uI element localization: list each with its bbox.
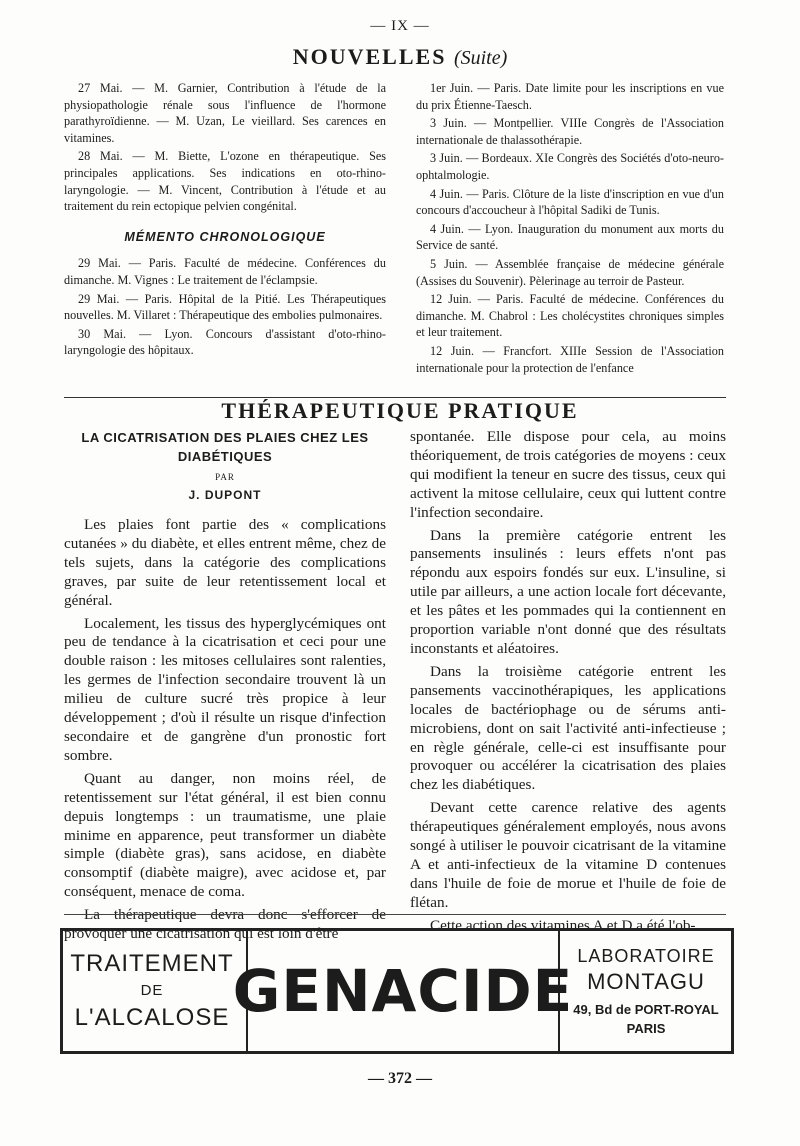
news-item: 4 Juin. — Paris. Clôture de la liste d'inscription en vue d'un concours d'accoucheur à l'hôpital Sadiki de Tunis. xyxy=(416,186,724,218)
news-title-text: NOUVELLES xyxy=(292,44,447,69)
news-item: 1er Juin. — Paris. Date limite pour les inscriptions en vue du prix Étienne-Taesch. xyxy=(416,81,724,112)
news-item: 12 Juin. — Francfort. XIIIe Session de l'Association internationale pour la protection de l'enfance xyxy=(416,343,724,375)
ad-lab-address: 49, Bd de PORT-ROYAL xyxy=(573,1002,719,1017)
page-number: — 372 — xyxy=(368,1070,432,1087)
ad-lab-city: PARIS xyxy=(626,1021,666,1036)
memento-item: 29 Mai. — Paris. Faculté de médecine. Conférences du dimanche. M. Vignes : Le traitement de l'éclampsie. xyxy=(64,256,386,287)
page-folio: — IX — xyxy=(370,18,430,34)
therapeutique-section-title: THÉRAPEUTIQUE PRATIQUE xyxy=(221,398,579,423)
article-paragraph: La thérapeutique devra donc s'efforcer de provoquer une cicatrisation qui est loin d'être xyxy=(64,906,386,943)
article-left-column xyxy=(64,516,386,948)
article-right-column xyxy=(410,428,726,940)
article-author: J. DUPONT xyxy=(188,488,262,502)
article-paragraph: spontanée. Elle dispose pour cela, au moins théoriquement, de trois catégories de moyens : ceux qui modifient la teneur en sucre des tissus, ceux qui activent la mitose cellulaire, ceux qui luttent contre l'infection secondaire. xyxy=(410,428,726,521)
ad-laboratory xyxy=(560,930,732,1052)
ad-left-line3: L'ALCALOSE xyxy=(74,1004,230,1031)
footer-divider xyxy=(64,914,726,915)
news-item: 3 Juin. — Montpellier. VIIIe Congrès de l'Association internationale de thalassothérapie. xyxy=(416,116,724,147)
ad-left-line2: DE xyxy=(140,982,164,999)
news-item: 4 Juin. — Lyon. Inauguration du monument aux morts du Service de santé. xyxy=(416,221,724,253)
news-item: 5 Juin. — Assemblée française de médecine générale (Assises du Souvenir). Pèlerinage au terroir de Pasteur. xyxy=(416,256,724,288)
ad-lab-line1: LABORATOIRE xyxy=(577,946,715,966)
news-left-column xyxy=(64,80,386,361)
ad-lab-line2: MONTAGU xyxy=(587,969,705,994)
news-title-suite: (Suite) xyxy=(453,47,508,69)
news-item: 27 Mai. — M. Garnier, Contribution à l'étude de la physiopathologie rénale sous l'influence de l'hormone parathyroïdienne. — M. Uzan, Le vieillard. Ses carences en vitamines. xyxy=(64,81,386,145)
ad-brand-name: GENACIDE xyxy=(246,930,560,1052)
memento-item: 29 Mai. — Paris. Hôpital de la Pitié. Les Thérapeutiques nouvelles. M. Villaret : Thérapeutique des embolies pulmonaires. xyxy=(64,291,386,323)
ad-left-line1: TRAITEMENT xyxy=(70,950,234,977)
memento-item: 30 Mai. — Lyon. Concours d'assistant d'oto-rhino-laryngologie des hôpitaux. xyxy=(64,326,386,358)
article-paragraph: Localement, les tissus des hyperglycémiques ont peu de tendance à la cicatrisation et ceci pour une double raison : les mitoses cellulaires sont ralenties, les germes de l'infection secondaire trouvent là un milieu de culture sucré très propice à leur développement ; d'où il résulte un risque d'infection secondaire et de gangrène d'un pronostic fort sombre. xyxy=(64,614,386,764)
news-section-title xyxy=(0,44,800,70)
article-byline-par: PAR xyxy=(215,472,235,482)
article-paragraph: Dans la première catégorie entrent les pansements insulinés : leurs effets n'ont pas répondu aux espoirs fondés sur eux. L'insuline, si utile par ailleurs, a une action locale fort décevante, et les pâtes et les pommades qui la contiennent en proportion variable n'ont donné que des résultats inconstants et aléatoires. xyxy=(410,526,726,657)
article-paragraph: Les plaies font partie des « complications cutanées » du diabète, et elles entrent même, chez de tels sujets, dans la catégorie des complications graves, par suite de leur retentissement local et général. xyxy=(64,516,386,609)
article-paragraph: Dans la troisième catégorie entrent les pansements vaccinothérapiques, les applications locales de bactériophage ou de sérums anti-microbiens, dont on sait l'activité anti-infectieuse ; en règle générale, celle-ci est insuffisante pour provoquer ou accélérer la cicatrisation des plaies chez les diabétiques. xyxy=(410,662,726,794)
ad-treatment-label xyxy=(62,930,242,1052)
article-paragraph: Quant au danger, non moins réel, de retentissement sur l'état général, il est bien connu depuis longtemps : un traumatisme, une plaie minime en apparence, peut transformer un diabète simple (diabète gras), sans acidose, en diabète consomptif (diabète maigre), avec acidose et, par conséquent, menace de coma. xyxy=(64,769,386,901)
news-right-column xyxy=(416,80,724,378)
memento-heading: MÉMENTO CHRONOLOGIQUE xyxy=(124,229,326,244)
news-item: 28 Mai. — M. Biette, L'ozone en thérapeutique. Ses principales applications. Ses indications en oto-rhino-laryngologie. — M. Vincent, Contribution à l'étude et au traitement du rein ectopique pelvien congénital. xyxy=(64,149,386,214)
article-paragraph: Devant cette carence relative des agents thérapeutiques généralement employés, nous avons songé à utiliser le pouvoir cicatrisant de la vitamine A et anti-infectieux de la vitamine D contenues dans l'huile de foie de morue et l'huile de foie de flétan. xyxy=(410,799,726,911)
article-paragraph: Cette action des vitamines A et D a été l'ob- xyxy=(430,916,696,934)
news-item: 3 Juin. — Bordeaux. XIe Congrès des Sociétés d'oto-neuro-ophtalmologie. xyxy=(416,151,724,182)
news-item: 12 Juin. — Paris. Faculté de médecine. Conférences du dimanche. M. Chabrol : Les cholécystites chroniques simples et leur traitement. xyxy=(416,292,724,340)
article-title: LA CICATRISATION DES PLAIES CHEZ LES DIABÉTIQUES xyxy=(81,430,369,464)
